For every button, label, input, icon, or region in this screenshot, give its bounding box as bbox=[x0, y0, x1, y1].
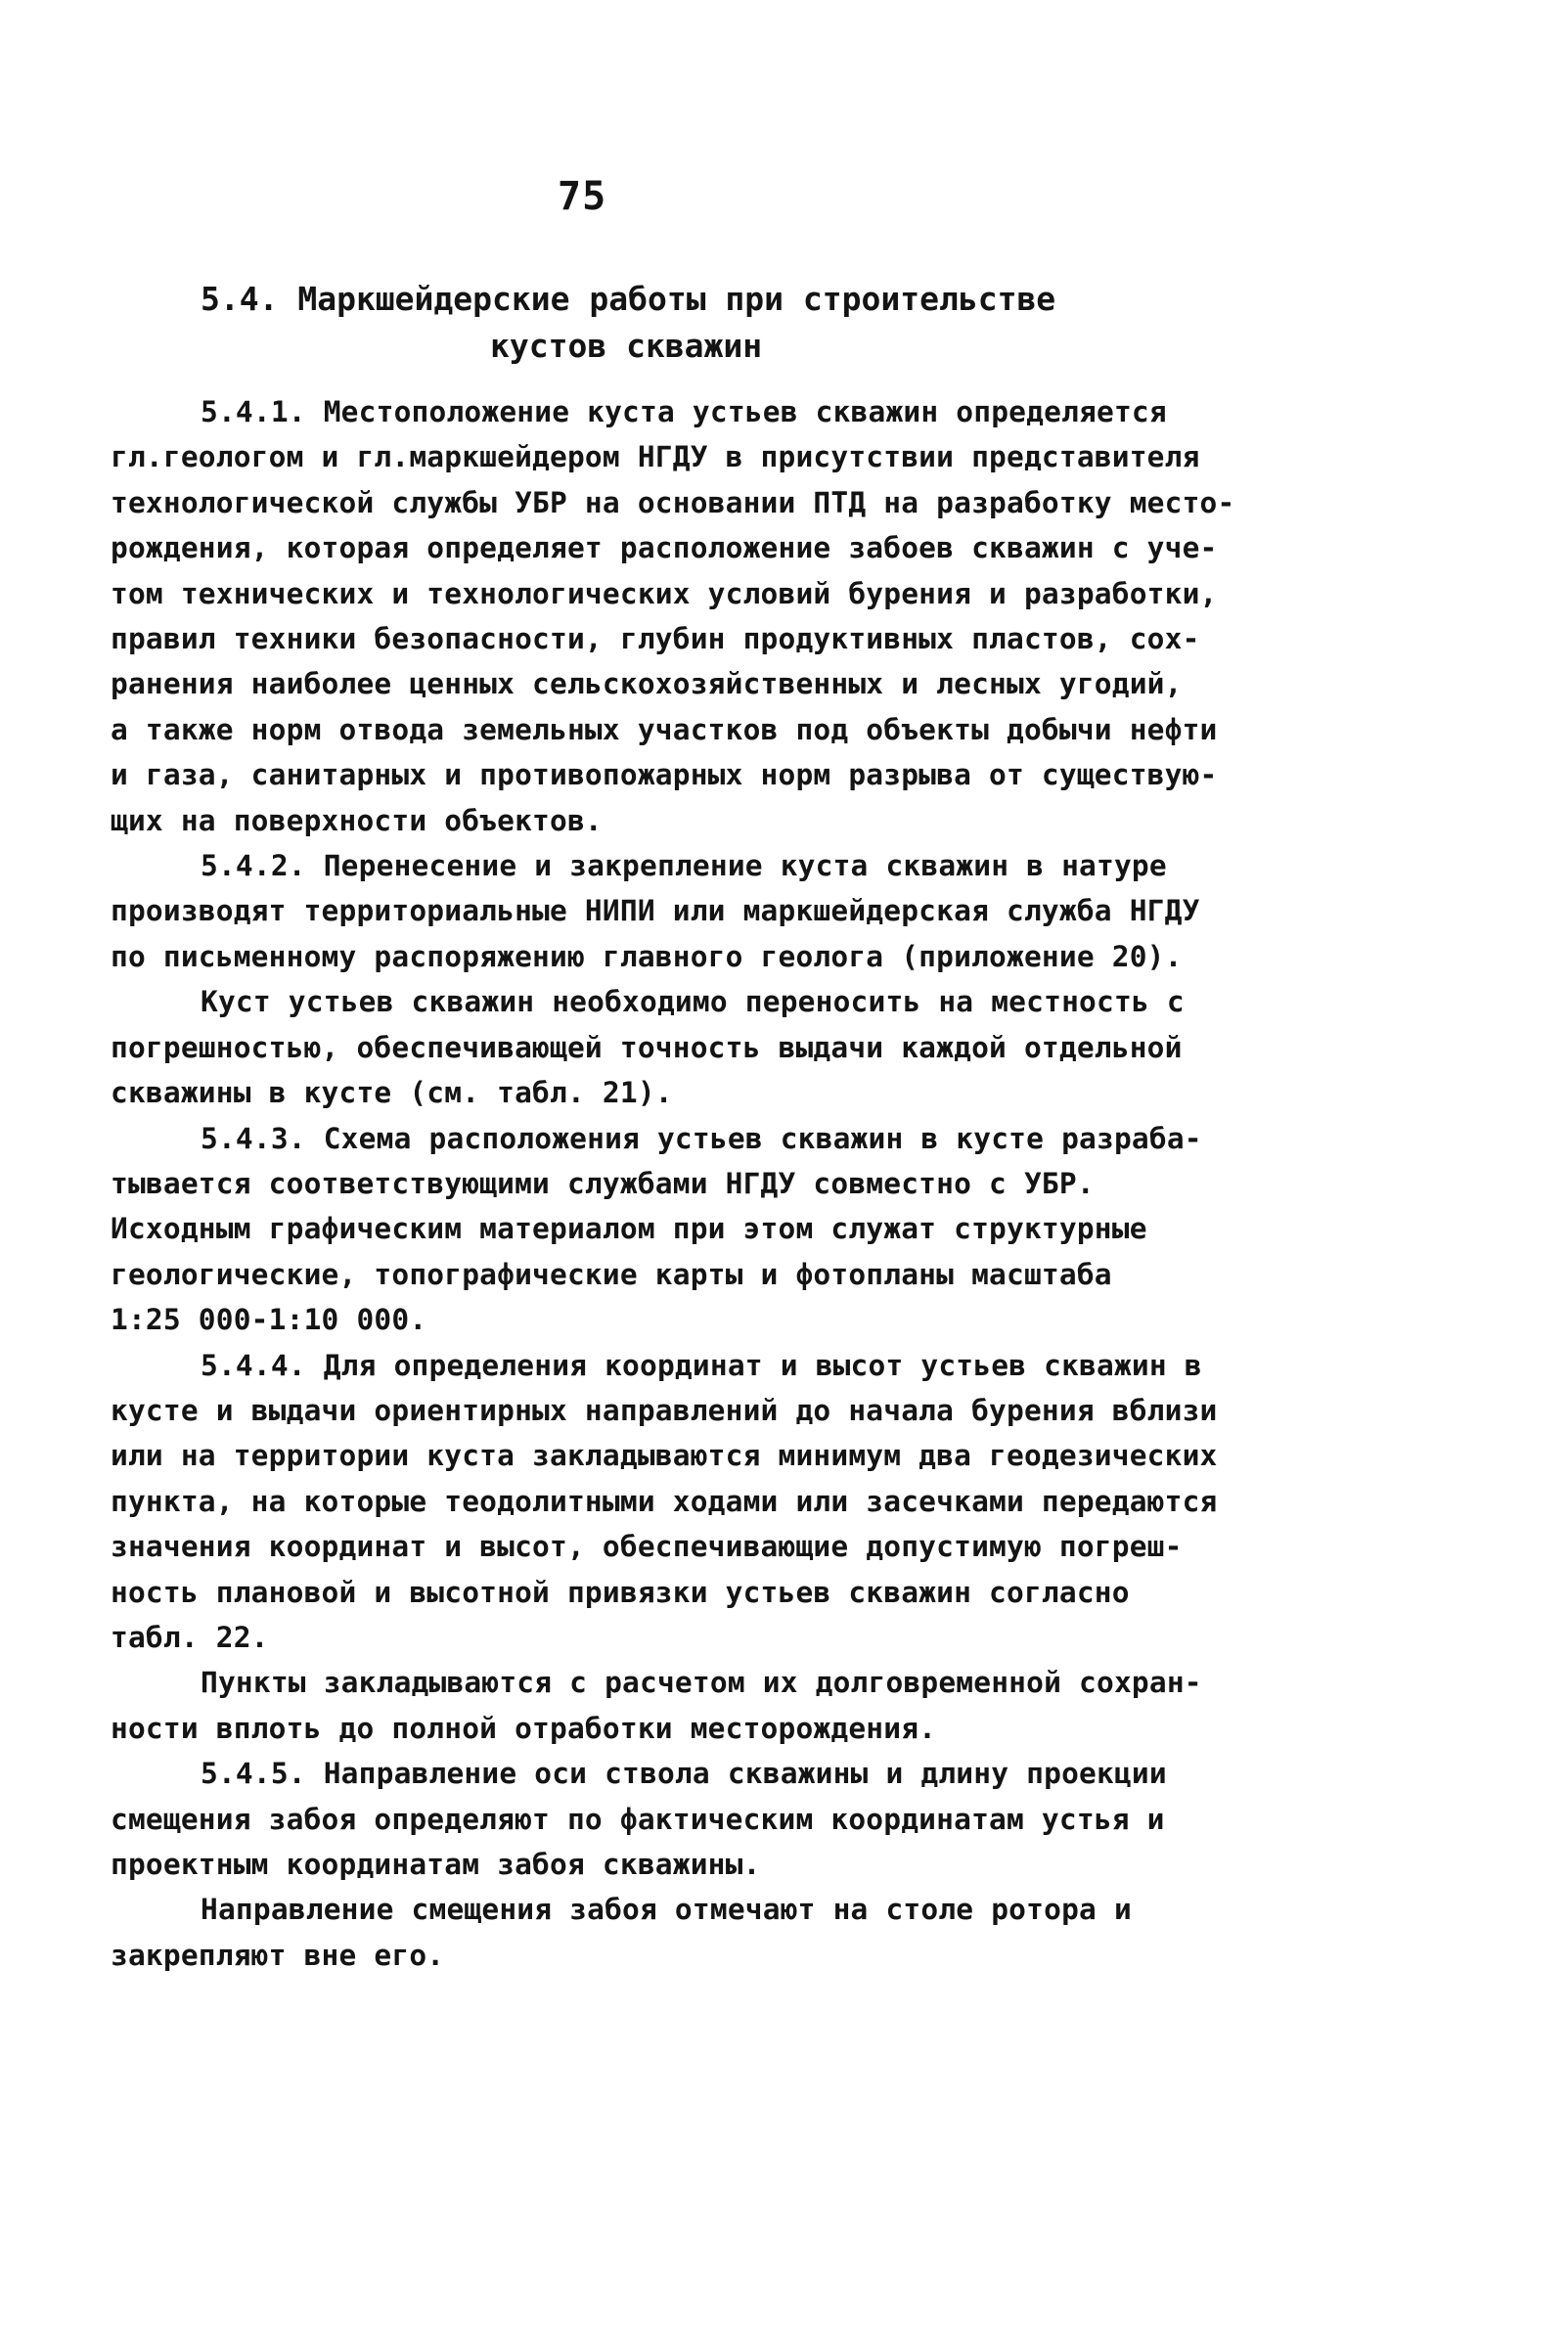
paragraph-5-4-3-line: геологические, топографические карты и фотопланы масштаба bbox=[111, 1257, 1112, 1291]
page-number: 75 bbox=[558, 174, 607, 219]
paragraph-tolerance-line: погрешностью, обеспечивающей точность выдачи каждой отдельной bbox=[111, 1030, 1183, 1064]
paragraph-5-4-4-line: значения координат и высот, обеспечивающие допустимую погреш- bbox=[111, 1530, 1183, 1564]
paragraph-5-4-5-line: проектным координатам забоя скважины. bbox=[111, 1848, 761, 1881]
paragraph-5-4-2-line: 5.4.2. Перенесение и закрепление куста скважин в натуре bbox=[201, 849, 1167, 883]
paragraph-5-4-1-line: и газа, санитарных и противопожарных норм разрыва от существую- bbox=[111, 758, 1218, 792]
paragraph-5-4-5-line: 5.4.5. Направление оси ствола скважины и длину проекции bbox=[201, 1757, 1167, 1791]
paragraph-offset-line: Направление смещения забоя отмечают на столе ротора и bbox=[201, 1893, 1132, 1927]
paragraph-5-4-3-line: 5.4.3. Схема расположения устьев скважин в кусте разраба- bbox=[201, 1121, 1202, 1155]
paragraph-5-4-1-line: том технических и технологических условий бурения и разработки, bbox=[111, 576, 1218, 610]
paragraph-tolerance-line: скважины в кусте (см. табл. 21). bbox=[111, 1076, 673, 1110]
paragraph-5-4-4-line: ность плановой и высотной привязки устьев скважин согласно bbox=[111, 1575, 1130, 1609]
paragraph-5-4-4-line: или на территории куста закладываются минимум два геодезических bbox=[111, 1439, 1218, 1473]
body-text bbox=[111, 389, 1304, 1978]
paragraph-5-4-3-line: 1:25 000-1:10 000. bbox=[111, 1303, 427, 1337]
section-heading-line-1: 5.4. Маркшейдерские работы при строительстве bbox=[201, 280, 1056, 318]
paragraph-5-4-1-line: правил техники безопасности, глубин продуктивных пластов, сох- bbox=[111, 622, 1200, 656]
paragraph-5-4-3-line: тывается соответствующими службами НГДУ совместно с УБР. bbox=[111, 1166, 1095, 1200]
paragraph-5-4-1-line: 5.4.1. Местоположение куста устьев скважин определяется bbox=[201, 395, 1167, 428]
paragraph-tolerance-line: Куст устьев скважин необходимо переносить на местность с bbox=[201, 985, 1185, 1019]
paragraph-5-4-3-line: Исходным графическим материалом при этом служат структурные bbox=[111, 1212, 1147, 1246]
paragraph-5-4-4-line: табл. 22. bbox=[111, 1620, 269, 1654]
paragraph-points-line: Пункты закладываются с расчетом их долговременной сохран- bbox=[201, 1666, 1202, 1700]
paragraph-5-4-4-line: кусте и выдачи ориентирных направлений до начала бурения вблизи bbox=[111, 1393, 1218, 1427]
paragraph-5-4-1-line: а также норм отвода земельных участков под объекты добычи нефти bbox=[111, 712, 1218, 746]
paragraph-5-4-4-line: 5.4.4. Для определения координат и высот устьев скважин в bbox=[201, 1348, 1202, 1382]
paragraph-5-4-2-line: по письменному распоряжению главного геолога (приложение 20). bbox=[111, 939, 1183, 973]
paragraph-5-4-2-line: производят территориальные НИПИ или маркшейдерская служба НГДУ bbox=[111, 894, 1200, 928]
paragraph-5-4-1-line: рождения, которая определяет расположение забоев скважин с уче- bbox=[111, 531, 1218, 565]
section-heading bbox=[201, 276, 1055, 370]
paragraph-offset-line: закрепляют вне его. bbox=[111, 1938, 445, 1972]
section-heading-line-2: кустов скважин bbox=[490, 327, 763, 365]
paragraph-5-4-1-line: технологической службы УБР на основании ПТД на разработку место- bbox=[111, 485, 1235, 519]
paragraph-points-line: ности вплоть до полной отработки месторождения. bbox=[111, 1711, 937, 1745]
paragraph-5-4-1-line: щих на поверхности объектов. bbox=[111, 803, 603, 837]
paragraph-5-4-4-line: пункта, на которые теодолитными ходами или засечками передаются bbox=[111, 1484, 1218, 1518]
paragraph-5-4-5-line: смещения забоя определяют по фактическим координатам устья и bbox=[111, 1802, 1165, 1836]
paragraph-5-4-1-line: ранения наиболее ценных сельскохозяйственных и лесных угодий, bbox=[111, 667, 1183, 701]
paragraph-5-4-1-line: гл.геологом и гл.маркшейдером НГДУ в присутствии представителя bbox=[111, 440, 1200, 474]
